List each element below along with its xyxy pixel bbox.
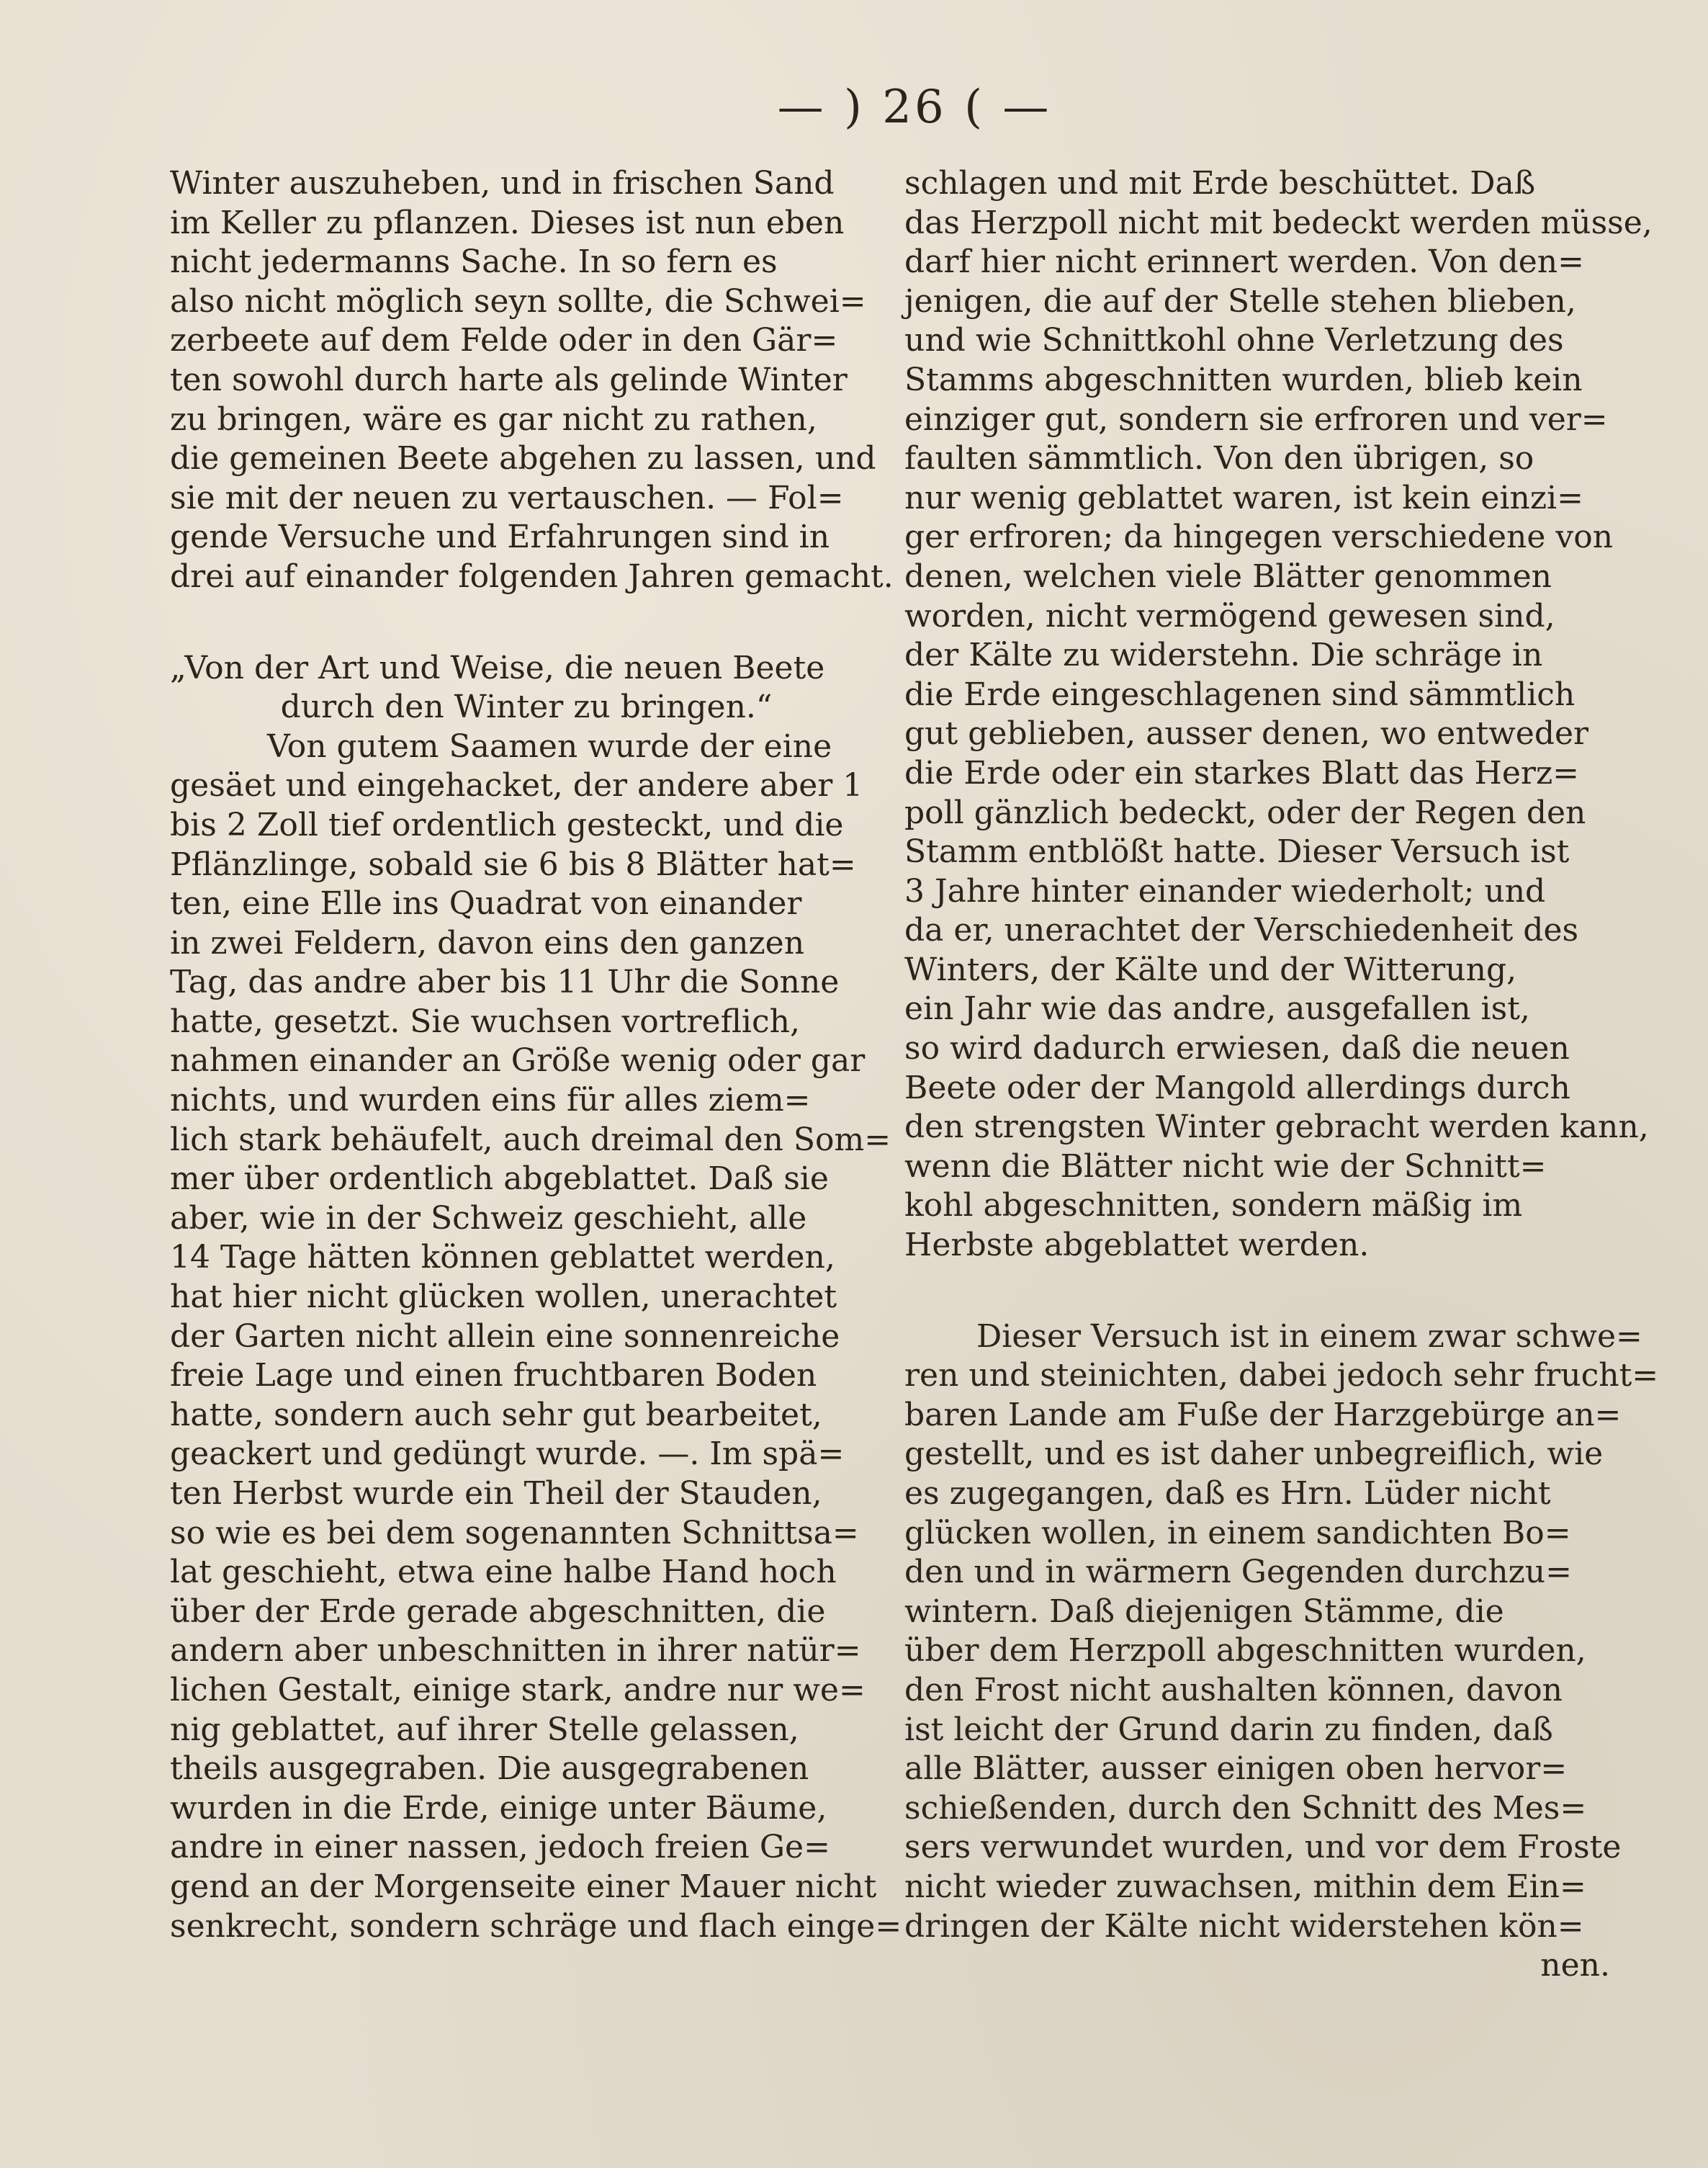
text-line: nahmen einander an Größe wenig oder gar [170,1042,866,1080]
text-line: Winters, der Kälte und der Witterung, [904,951,1517,988]
text-line: gut geblieben, ausser denen, wo entweder [904,715,1589,753]
text-line: gend an der Morgenseite einer Mauer nicht [170,1868,877,1905]
page-number: — ) 26 ( — [777,81,1052,134]
text-line: über der Erde gerade abgeschnitten, die [170,1593,826,1630]
paragraph [904,1317,1659,1986]
spacer [170,597,883,649]
paragraph [170,727,902,1946]
text-line: einziger gut, sondern sie erfroren und ver= [904,400,1608,438]
text-line: Stamms abgeschnitten wurden, blieb kein [904,361,1583,398]
text-line: 14 Tage hätten können geblattet werden, [170,1239,835,1276]
text-line: den Frost nicht aushalten können, davon [904,1671,1563,1708]
text-line: kohl abgeschnitten, sondern mäßig im [904,1187,1523,1224]
heading-line: durch den Winter zu bringen.“ [280,689,773,726]
text-line: schlagen und mit Erde beschüttet. Daß [904,165,1536,202]
text-line: wintern. Daß diejenigen Stämme, die [904,1593,1504,1630]
text-line: es zugegangen, daß es Hrn. Lüder nicht [904,1475,1551,1512]
text-line: über dem Herzpoll abgeschnitten wurden, [904,1632,1586,1670]
text-line: wurden in die Erde, einige unter Bäume, [170,1789,827,1827]
text-line: den und in wärmern Gegenden durchzu= [904,1554,1572,1591]
section-heading [170,649,883,727]
text-line: nicht wieder zuwachsen, mithin dem Ein= [904,1868,1586,1905]
text-line: also nicht möglich seyn sollte, die Schwei= [170,282,866,320]
text-line: nig geblattet, auf ihrer Stelle gelassen, [170,1711,799,1748]
text-line: poll gänzlich bedeckt, oder der Regen den [904,794,1586,831]
text-line: worden, nicht vermögend gewesen sind, [904,597,1555,635]
text-line: ten sowohl durch harte als gelinde Winter [170,361,848,398]
text-line: nur wenig geblattet waren, ist kein einzi= [904,479,1583,516]
text-line: nicht jedermanns Sache. In so fern es [170,243,778,281]
text-line: und wie Schnittkohl ohne Verletzung des [904,322,1564,359]
text-line: ten, eine Elle ins Quadrat von einander [170,885,802,923]
text-line: gestellt, und es ist daher unbegreiflich, wie [904,1435,1604,1473]
text-line: Winter auszuheben, und in frischen Sand [170,165,835,202]
text-line: wenn die Blätter nicht wie der Schnitt= [904,1147,1547,1185]
spacer [904,1266,1610,1317]
text-line: freie Lage und einen fruchtbaren Boden [170,1357,817,1394]
text-line: der Garten nicht allein eine sonnenreiche [170,1317,840,1355]
text-line: Stamm entblößt hatte. Dieser Versuch ist [904,833,1570,871]
text-line: mer über ordentlich abgeblattet. Daß sie [170,1160,829,1198]
text-line: ist leicht der Grund darin zu finden, daß [904,1711,1553,1748]
text-line: Dieser Versuch ist in einem zwar schwe= [976,1317,1642,1355]
text-line: faulten sämmtlich. Von den übrigen, so [904,440,1534,478]
text-line: dringen der Kälte nicht widerstehen kön= [904,1907,1584,1945]
text-line: Beete oder der Mangold allerdings durch [904,1069,1570,1106]
text-line: andern aber unbeschnitten in ihrer natür= [170,1632,861,1670]
text-line: hatte, sondern auch sehr gut bearbeitet, [170,1396,822,1433]
text-line: aber, wie in der Schweiz geschieht, alle [170,1199,807,1237]
text-line: andre in einer nassen, jedoch freien Ge= [170,1829,830,1866]
text-line: lat geschieht, etwa eine halbe Hand hoch [170,1554,837,1591]
text-line: senkrecht, sondern schräge und flach einge= [170,1907,902,1945]
text-line: so wie es bei dem sogenannten Schnittsa= [170,1514,859,1551]
text-line: Herbste abgeblattet werden. [904,1227,1370,1264]
text-line: theils ausgegraben. Die ausgegrabenen [170,1750,809,1788]
text-line: die gemeinen Beete abgehen zu lassen, und [170,440,876,478]
text-line: ten Herbst wurde ein Theil der Stauden, [170,1475,822,1512]
text-line: lich stark behäufelt, auch dreimal den Som= [170,1121,891,1158]
text-line: 3 Jahre hinter einander wiederholt; und [904,872,1546,910]
paragraph [904,164,1653,1266]
text-line: die Erde oder ein starkes Blatt das Herz= [904,754,1579,792]
right-column [904,164,1659,1986]
text-line: Tag, das andre aber bis 11 Uhr die Sonne [170,964,840,1001]
text-line: Pflänzlinge, sobald sie 6 bis 8 Blätter hat= [170,846,856,883]
text-line: den strengsten Winter gebracht werden kann, [904,1108,1649,1146]
text-line: im Keller zu pflanzen. Dieses ist nun eben [170,204,845,241]
text-line: drei auf einander folgenden Jahren gemacht. [170,557,894,595]
text-line: nen. [1540,1947,1610,1984]
text-line: gende Versuche und Erfahrungen sind in [170,519,830,556]
text-line: gesäet und eingehacket, der andere aber 1 [170,767,863,805]
text-line: sers verwundet wurden, und vor dem Froste [904,1829,1622,1866]
text-line: baren Lande am Fuße der Harzgebürge an= [904,1396,1622,1433]
text-line: darf hier nicht erinnert werden. Von den= [904,243,1585,281]
text-line: nichts, und wurden eins für alles ziem= [170,1082,811,1119]
text-line: in zwei Feldern, davon eins den ganzen [170,924,805,962]
text-line: zu bringen, wäre es gar nicht zu rathen, [170,400,817,438]
text-line: das Herzpoll nicht mit bedeckt werden müsse, [904,204,1653,241]
text-line: bis 2 Zoll tief ordentlich gesteckt, und die [170,806,844,843]
text-line: die Erde eingeschlagenen sind sämmtlich [904,676,1576,713]
text-line: ren und steinichten, dabei jedoch sehr frucht= [904,1357,1659,1394]
paragraph [170,164,894,597]
text-line: ger erfroren; da hingegen verschiedene von [904,519,1614,556]
text-line: denen, welchen viele Blätter genommen [904,557,1552,595]
text-line: lichen Gestalt, einige stark, andre nur we= [170,1671,866,1708]
text-line: der Kälte zu widerstehn. Die schräge in [904,637,1543,674]
text-line: glücken wollen, in einem sandichten Bo= [904,1514,1571,1551]
text-line: so wird dadurch erwiesen, daß die neuen [904,1030,1570,1067]
left-column [170,164,902,1946]
text-line: jenigen, die auf der Stelle stehen blieben, [904,282,1576,320]
text-line: schießenden, durch den Schnitt des Mes= [904,1789,1587,1827]
text-line: ein Jahr wie das andre, ausgefallen ist, [904,990,1530,1028]
text-line: geackert und gedüngt wurde. —. Im spä= [170,1435,845,1473]
text-line: zerbeete auf dem Felde oder in den Gär= [170,322,838,359]
text-line: da er, unerachtet der Verschiedenheit des [904,912,1579,949]
text-line: Von gutem Saamen wurde der eine [267,727,832,765]
heading-line: „Von der Art und Weise, die neuen Beete [170,649,825,686]
text-line: alle Blätter, ausser einigen oben hervor= [904,1750,1568,1788]
text-line: hatte, gesetzt. Sie wuchsen vortreflich, [170,1003,800,1040]
text-line: sie mit der neuen zu vertauschen. — Fol= [170,479,844,516]
text-line: hat hier nicht glücken wollen, unerachtet [170,1278,837,1316]
